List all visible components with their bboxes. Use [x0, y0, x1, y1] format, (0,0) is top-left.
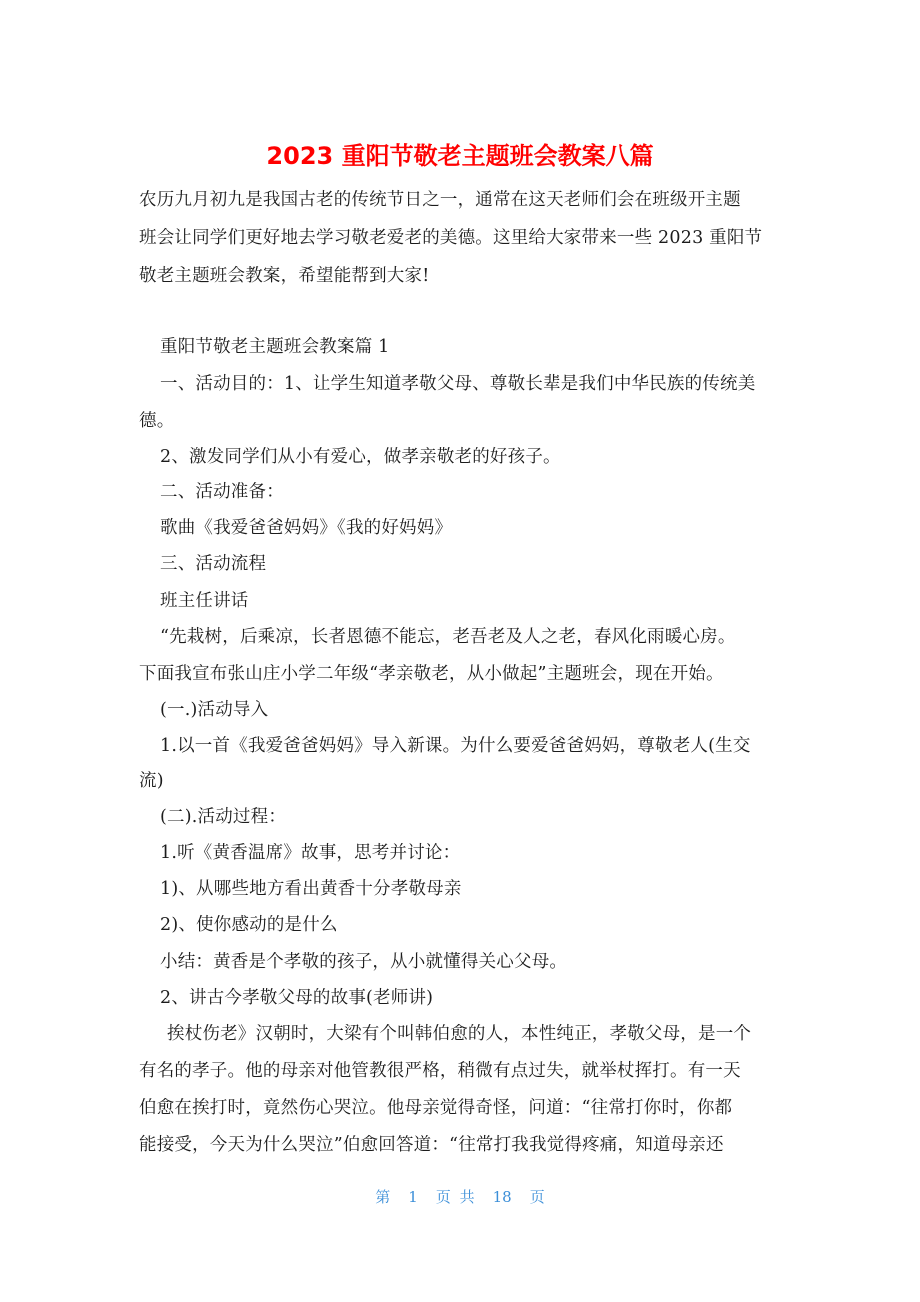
paragraph-line: 三、活动流程 — [160, 554, 267, 574]
paragraph-line: “先栽树，后乘凉，长者恩德不能忘，老吾老及人之老，春风化雨暖心房。 — [160, 627, 736, 647]
current-page-number: 1 — [408, 1188, 418, 1206]
section-heading: 重阳节敬老主题班会教案篇 1 — [160, 337, 390, 357]
intro-line: 班会让同学们更好地去学习敬老爱老的美德。这里给大家带来一些 2023 重阳节 — [139, 228, 763, 248]
paragraph-line: 1.听《黄香温席》故事，思考并讨论： — [160, 843, 461, 863]
paragraph-line: 一、活动目的：1、让学生知道孝敬父母、尊敬长辈是我们中华民族的传统美 — [160, 374, 756, 394]
page-label-prefix: 第 — [375, 1188, 391, 1206]
paragraph-line: 2、激发同学们从小有爱心，做孝亲敬老的好孩子。 — [160, 447, 561, 467]
paragraph-line: 歌曲《我爱爸爸妈妈》《我的好妈妈》 — [160, 518, 453, 538]
page-label-mid: 页 共 — [435, 1188, 475, 1206]
paragraph-line: 伯愈在挨打时，竟然伤心哭泣。他母亲觉得奇怪，问道：“往常打你时，你都 — [139, 1098, 733, 1118]
paragraph-line: (一.)活动导入 — [160, 700, 269, 720]
paragraph-line: 2)、使你感动的是什么 — [160, 915, 338, 935]
paragraph-line: 二、活动准备： — [160, 482, 284, 502]
paragraph-line: 德。 — [139, 411, 175, 431]
paragraph-line: 下面我宣布张山庄小学二年级“孝亲敬老，从小做起”主题班会，现在开始。 — [139, 664, 724, 684]
paragraph-line: 小结：黄香是个孝敬的孩子，从小就懂得关心父母。 — [160, 952, 568, 972]
paragraph-line: 1.以一首《我爱爸爸妈妈》导入新课。为什么要爱爸爸妈妈，尊敬老人(生交 — [160, 736, 751, 756]
page-label-suffix: 页 — [529, 1188, 545, 1206]
paragraph-line: (二).活动过程： — [160, 807, 287, 827]
paragraph-line: 能接受，今天为什么哭泣”伯愈回答道：“往常打我我觉得疼痛，知道母亲还 — [139, 1135, 724, 1155]
intro-line: 敬老主题班会教案，希望能帮到大家! — [139, 266, 430, 286]
page-footer — [0, 1186, 920, 1208]
intro-line: 农历九月初九是我国古老的传统节日之一，通常在这天老师们会在班级开主题 — [139, 190, 741, 210]
paragraph-line: 流) — [139, 771, 164, 791]
document-title: 2023 重阳节敬老主题班会教案八篇 — [266, 142, 654, 170]
paragraph-line: 1)、从哪些地方看出黄香十分孝敬母亲 — [160, 879, 462, 899]
paragraph-line: 有名的孝子。他的母亲对他管教很严格，稍微有点过失，就举杖挥打。有一天 — [139, 1061, 741, 1081]
paragraph-line: 班主任讲话 — [160, 591, 249, 611]
paragraph-line: 挨杖伤老》汉朝时，大梁有个叫韩伯愈的人，本性纯正，孝敬父母，是一个 — [167, 1024, 752, 1044]
total-pages-number: 18 — [492, 1188, 512, 1206]
paragraph-line: 2、讲古今孝敬父母的故事(老师讲) — [160, 988, 434, 1008]
